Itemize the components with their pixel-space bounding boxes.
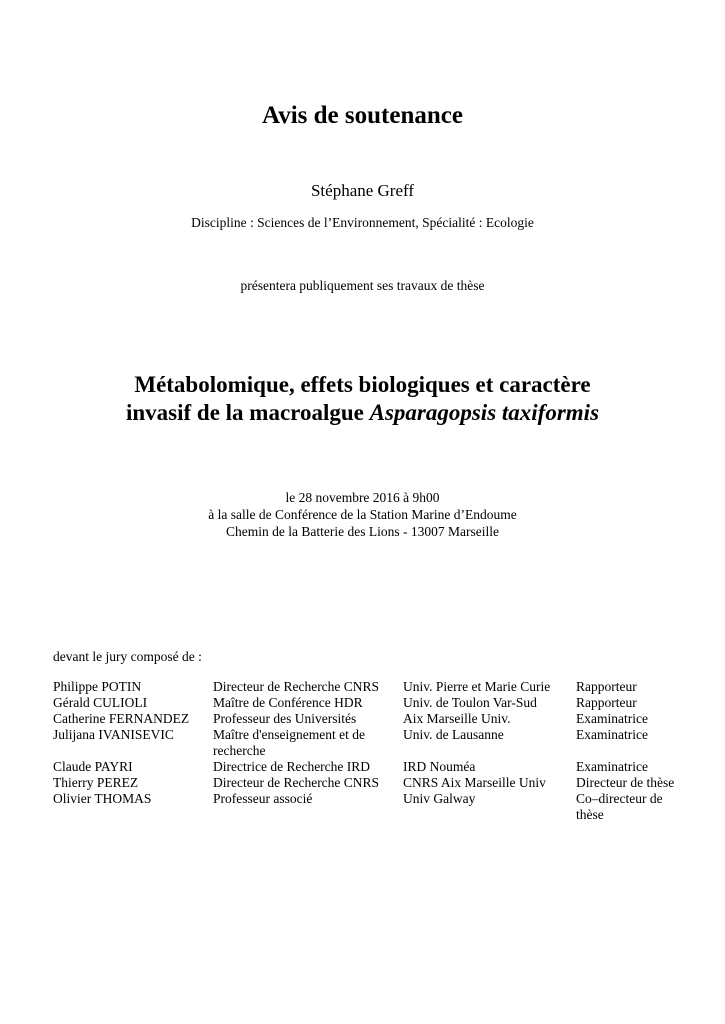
jury-name: Philippe POTIN — [53, 679, 142, 694]
jury-title: Directeur de Recherche CNRS — [213, 775, 380, 790]
jury-name: Claude PAYRI — [53, 759, 133, 774]
jury-row — [53, 679, 676, 695]
jury-role: Examinatrice — [576, 711, 648, 726]
discipline-line: Discipline : Sciences de l’Environnement, Spécialité : Ecologie — [191, 215, 534, 230]
jury-name: Gérald CULIOLI — [53, 695, 148, 710]
jury-role: Examinatrice — [576, 727, 648, 742]
jury-institution: Univ. de Toulon Var-Sud — [403, 695, 537, 710]
jury-title: Maître de Conférence HDR — [213, 695, 363, 710]
jury-title: Maître d'enseignement et de recherche — [213, 727, 366, 758]
jury-row — [53, 695, 676, 711]
jury-role: Rapporteur — [576, 695, 637, 710]
jury-role: Rapporteur — [576, 679, 637, 694]
jury-title: Professeur des Universités — [213, 711, 357, 726]
jury-institution: Univ. de Lausanne — [403, 727, 504, 742]
species-name: Asparagopsis taxiformis — [369, 400, 600, 425]
jury-institution: Univ Galway — [403, 791, 476, 806]
notice-title: Avis de soutenance — [262, 102, 463, 129]
jury-name: Olivier THOMAS — [53, 791, 152, 806]
jury-title: Professeur associé — [213, 791, 313, 806]
jury-table — [53, 679, 676, 823]
thesis-title-prefix: invasif de la macroalgue — [125, 400, 370, 425]
jury-intro: devant le jury composé de : — [53, 649, 202, 664]
jury-row — [53, 759, 676, 775]
event-venue: à la salle de Conférence de la Station Marine d’Endoume — [208, 507, 517, 522]
jury-row — [53, 775, 676, 791]
jury-name: Catherine FERNANDEZ — [53, 711, 190, 726]
jury-row — [53, 791, 676, 823]
event-address: Chemin de la Batterie des Lions - 13007 Marseille — [226, 524, 499, 539]
jury-row — [53, 727, 676, 759]
thesis-title — [0, 371, 725, 427]
thesis-title-line-2 — [0, 399, 725, 427]
event-details — [0, 489, 725, 540]
jury-institution: Univ. Pierre et Marie Curie — [403, 679, 551, 694]
jury-title: Directrice de Recherche IRD — [213, 759, 371, 774]
jury-name: Julijana IVANISEVIC — [53, 727, 174, 742]
jury-title: Directeur de Recherche CNRS — [213, 679, 380, 694]
jury-institution: Aix Marseille Univ. — [403, 711, 511, 726]
thesis-title-line-1: Métabolomique, effets biologiques et caractère — [134, 372, 591, 397]
jury-role: Directeur de thèse — [576, 775, 675, 790]
author-name: Stéphane Greff — [310, 181, 415, 200]
jury-role: Examinatrice — [576, 759, 648, 774]
jury-institution: IRD Nouméa — [403, 759, 476, 774]
jury-name: Thierry PEREZ — [53, 775, 139, 790]
presentation-line: présentera publiquement ses travaux de thèse — [240, 278, 485, 293]
event-date: le 28 novembre 2016 à 9h00 — [285, 490, 440, 505]
jury-row — [53, 711, 676, 727]
jury-institution: CNRS Aix Marseille Univ — [403, 775, 546, 790]
jury-role: Co–directeur de thèse — [576, 791, 663, 822]
